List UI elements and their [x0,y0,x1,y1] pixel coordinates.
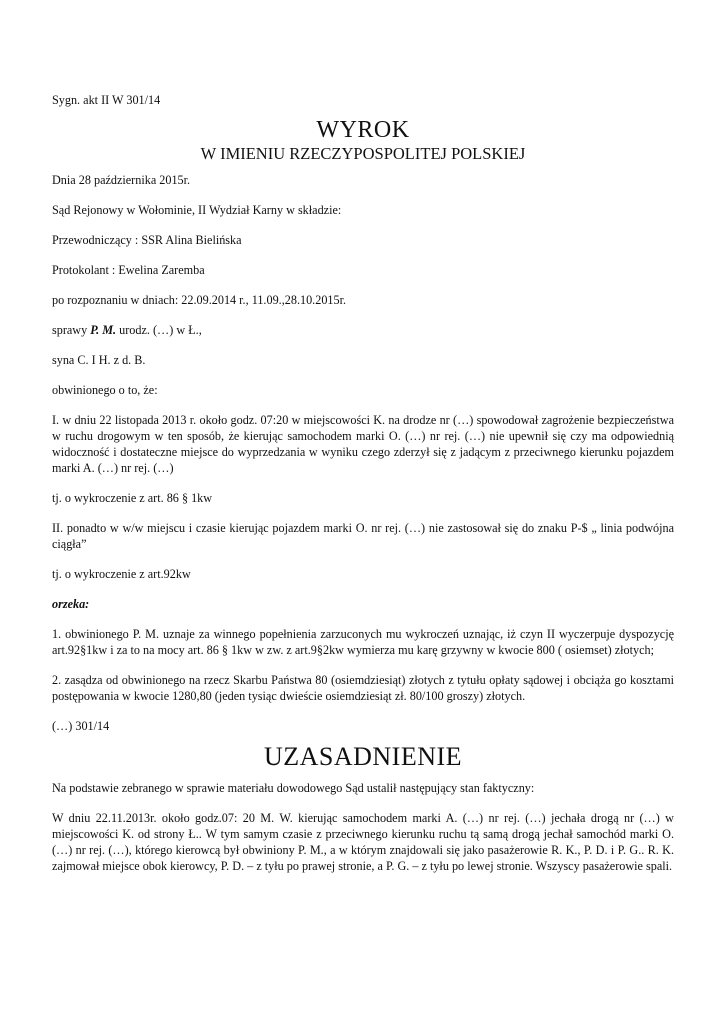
case-signature: Sygn. akt II W 301/14 [52,93,161,107]
charge-2-law: tj. o wykroczenie z art.92kw [52,567,191,581]
justification-title: UZASADNIENIE [263,742,463,771]
charged-line: obwinionego o to, że: [52,383,158,397]
ruling-heading: orzeka: [52,597,90,611]
justification-paragraph-1: W dniu 22.11.2013r. około godz.07: 20 M. W. kierując samochodem marki A. (…) nr rej. (…) jechała drogą nr (…) w miejscowości K. od strony Ł.. W tym samym czasie z przeciwnego kierunku ruchu tą samą drogą jechał samochód marki O. (…) nr rej. (…), którego kierowcą był obwiniony P. M., a w którym znajdowali się jako pasażerowie R. K., P. D. i P. G.. R. K. zajmował miejsce obok kierowcy, P. D. – z tyłu po prawej stronie, a P. G. – z tyłu po lewej stronie. Wszyscy pasażerowie spali. [52,811,674,873]
judgment-title: WYROK [316,117,410,143]
ruling-1: 1. obwinionego P. M. uznaje za winnego popełnienia zarzuconych mu wykroczeń uznając, iż czyn II wyczerpuje dyspozycję art.92§1kw i za to na mocy art. 86 § 1kw w zw. z art.9§2kw wymierza mu karę grzywny w kwocie 800 ( osiemset) złotych; [52,627,674,657]
ruling-2: 2. zasądza od obwinionego na rzecz Skarbu Państwa 80 (osiemdziesiąt) złotych z tytułu opłaty sądowej i obciąża go kosztami postępowania w kwocie 1280,80 (jeden tysiąc dwieście osiemdziesiąt zł. 80/100 groszy) złotych. [52,673,674,703]
reference-line: (…) 301/14 [52,719,110,733]
case-prefix: sprawy [52,323,91,337]
judgment-subtitle: W IMIENIU RZECZYPOSPOLITEJ POLSKIEJ [200,144,526,163]
hearing-line: po rozpoznaniu w dniach: 22.09.2014 r., 11.09.,28.10.2015r. [52,293,347,307]
charge-2: II. ponadto w w/w miejscu i czasie kierując pojazdem marki O. nr rej. (…) nie zastosował się do znaku P-$ „ linia podwójna ciągła” [52,521,674,551]
case-suffix: urodz. (…) w Ł., [116,323,202,337]
date-line: Dnia 28 października 2015r. [52,173,191,187]
clerk-line: Protokolant : Ewelina Zaremba [52,263,205,277]
court-line: Sąd Rejonowy w Wołominie, II Wydział Karny w składzie: [52,203,342,217]
chair-line: Przewodniczący : SSR Alina Bielińska [52,233,242,247]
document-page [52,92,674,888]
parents-line: syna C. I H. z d. B. [52,353,146,367]
charge-1-law: tj. o wykroczenie z art. 86 § 1kw [52,491,213,505]
charge-1: I. w dniu 22 listopada 2013 r. około godz. 07:20 w miejscowości K. na drodze nr (…) spowodował zagrożenie bezpieczeństwa w ruchu drogowym w ten sposób, że kierując samochodem marki O. (…) nr rej. (…) nie upewnił się czy ma odpowiednią widoczność i dostateczne miejsce do wyprzedzania w wyniku czego zderzył się z jadącym z przeciwnego kierunku pojazdem marki A. (…) nr rej. (…) [52,413,674,475]
defendant-name: P. M. [90,323,117,337]
justification-intro: Na podstawie zebranego w sprawie materiału dowodowego Sąd ustalił następujący stan faktyczny: [52,781,535,795]
case-line [52,322,674,338]
